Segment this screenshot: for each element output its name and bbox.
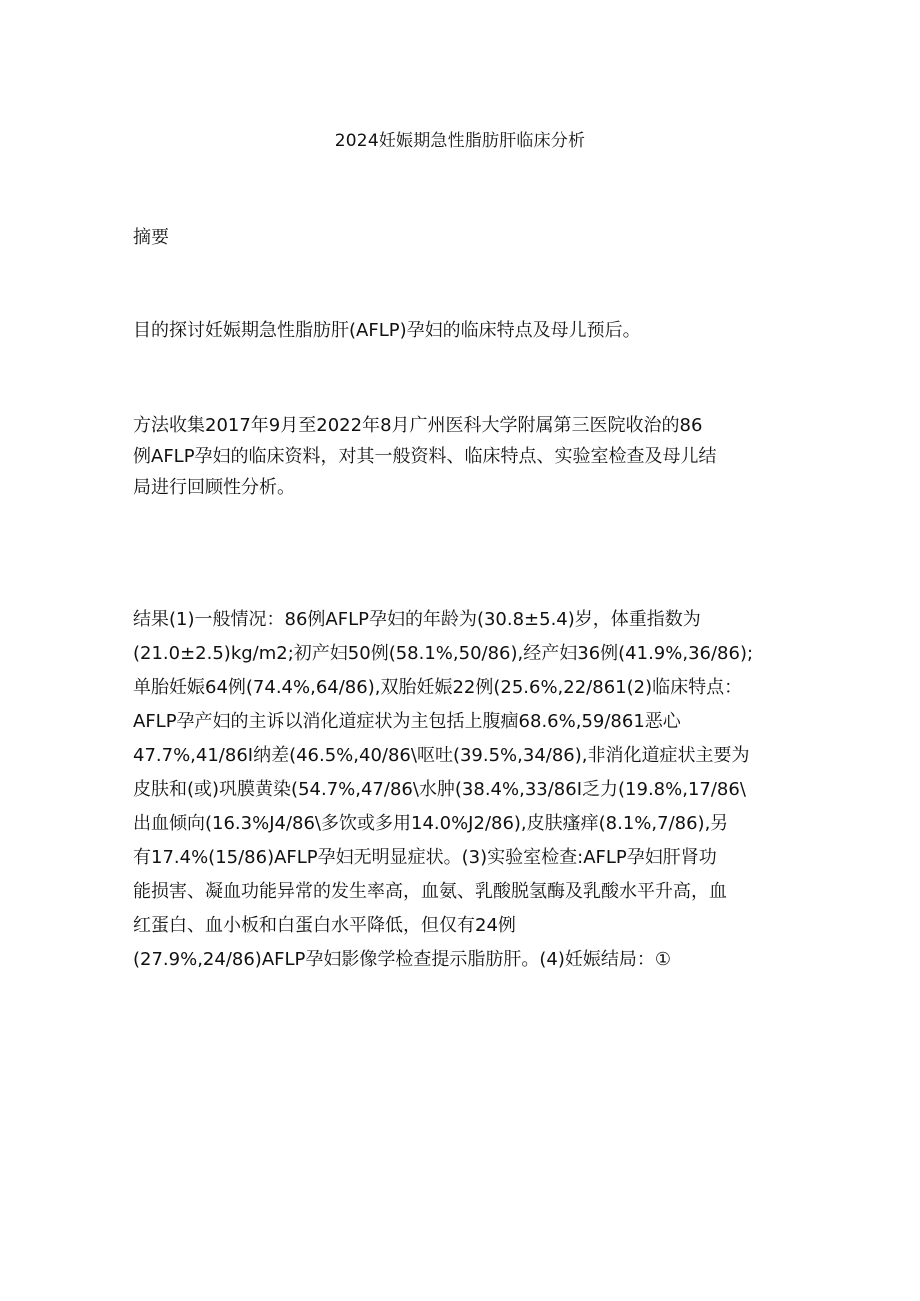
abstract-heading: 摘要 bbox=[133, 227, 169, 248]
result-line: (27.9%,24/86)AFLP孕妇影像学检查提示脂肪肝。(4)妊娠结局：① bbox=[133, 949, 672, 970]
result-line: 47.7%,41/86I纳差(46.5%,40/86\呕吐(39.5%,34/86),非消化道症状主要为 bbox=[133, 745, 750, 766]
document-title: 2024妊娠期急性脂肪肝临床分析 bbox=[334, 131, 586, 151]
result-line: 出血倾向(16.3%J4/86\多饮或多用14.0%J2/86),皮肤瘙痒(8.1%,7/86),另 bbox=[133, 813, 729, 834]
result-line: 皮肤和(或)巩膜黄染(54.7%,47/86\水肿(38.4%,33/86I乏力(19.8%,17/86\ bbox=[133, 779, 746, 800]
objective-paragraph bbox=[133, 316, 798, 346]
method-paragraph bbox=[133, 410, 798, 503]
result-line: 单胎妊娠64例(74.4%,64/86),双胎妊娠22例(25.6%,22/861(2)临床特点： bbox=[133, 677, 743, 698]
result-line: AFLP孕产妇的主诉以消化道症状为主包括上腹痼68.6%,59/861恶心 bbox=[133, 711, 681, 732]
method-line: 局进行回顾性分析。 bbox=[133, 477, 295, 498]
result-line: 能损害、凝血功能异常的发生率高，血氨、乳酸脱氢酶及乳酸水平升高，血 bbox=[133, 881, 727, 902]
method-line: 例AFLP孕妇的临床资料，对其一般资料、临床特点、实验室检查及母儿结 bbox=[133, 446, 717, 467]
result-line: 有17.4%(15/86)AFLP孕妇无明显症状。(3)实验室检查:AFLP孕妇肝肾功 bbox=[133, 847, 717, 868]
result-line: (21.0±2.5)kg∕m2;初产妇50例(58.1%,50/86),经产妇36例(41.9%,36/86); bbox=[133, 643, 754, 664]
result-paragraph bbox=[133, 604, 798, 978]
result-line: 红蛋白、血小板和白蛋白水平降低，但仅有24例 bbox=[133, 915, 516, 936]
objective-line: 目的探讨妊娠期急性脂肪肝(AFLP)孕妇的临床特点及母儿预后。 bbox=[133, 320, 641, 341]
result-line: 结果(1)一般情况：86例AFLP孕妇的年龄为(30.8±5.4)岁，体重指数为 bbox=[133, 609, 701, 630]
method-line: 方法收集2017年9月至2022年8月广州医科大学附属第三医院收治的86 bbox=[133, 415, 703, 436]
